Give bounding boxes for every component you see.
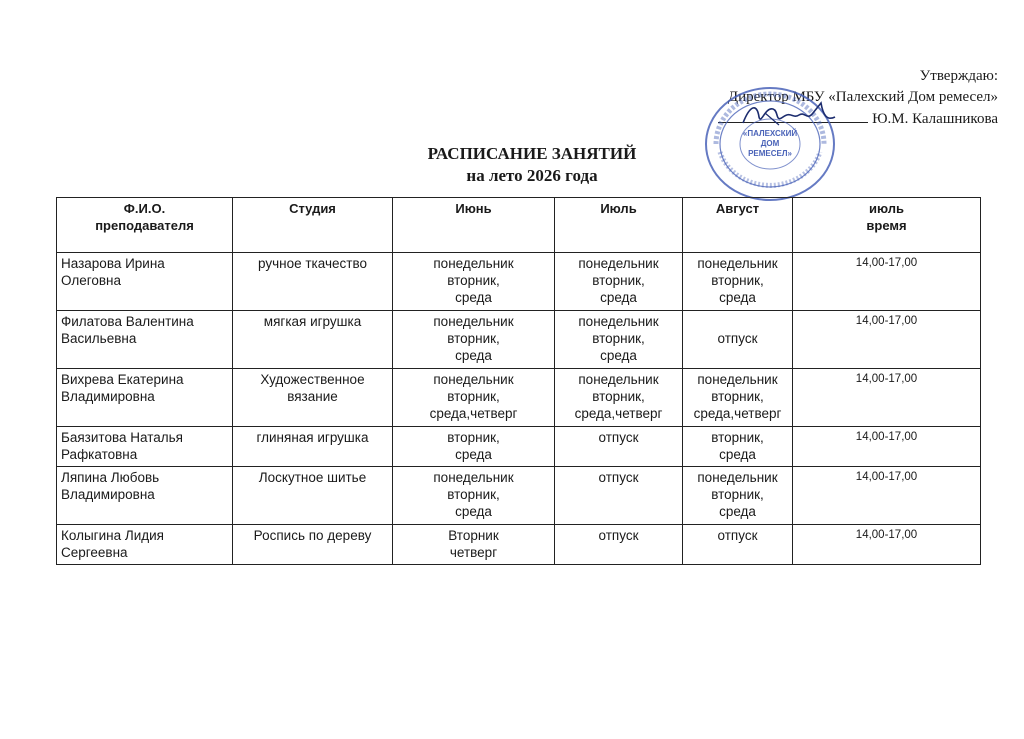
cell-june: понедельник вторник, среда — [393, 467, 555, 525]
cell-time: 14,00-17,00 — [793, 253, 981, 311]
header-studio: Студия — [233, 198, 393, 253]
svg-text:ДОМ: ДОМ — [760, 139, 780, 148]
approval-position: Директор МБУ «Палехский Дом ремесел» — [727, 89, 998, 105]
cell-studio: ручное ткачество — [233, 253, 393, 311]
cell-studio: Роспись по дереву — [233, 525, 393, 565]
cell-july: отпуск — [555, 467, 683, 525]
cell-teacher: Назарова Ирина Олеговна — [57, 253, 233, 311]
cell-studio: мягкая игрушка — [233, 311, 393, 369]
cell-teacher: Баязитова Наталья Рафкатовна — [57, 427, 233, 467]
cell-july: понедельник вторник, среда — [555, 253, 683, 311]
cell-june: понедельник вторник, среда — [393, 311, 555, 369]
schedule-table — [56, 197, 981, 565]
document-title — [0, 143, 1024, 187]
approval-signatory: Ю.М. Калашникова — [872, 111, 998, 127]
signature-scribble — [735, 95, 845, 135]
cell-july: отпуск — [555, 525, 683, 565]
svg-text:РЕМЕСЕЛ»: РЕМЕСЕЛ» — [748, 149, 792, 158]
header-july: Июль — [555, 198, 683, 253]
approval-heading: Утверждаю: — [919, 68, 998, 84]
header-june: Июнь — [393, 198, 555, 253]
table-header-row — [57, 198, 981, 253]
cell-time: 14,00-17,00 — [793, 369, 981, 427]
cell-july: отпуск — [555, 427, 683, 467]
table-row — [57, 253, 981, 311]
title-main: РАСПИСАНИЕ ЗАНЯТИЙ — [427, 144, 637, 163]
cell-time: 14,00-17,00 — [793, 525, 981, 565]
table-row — [57, 311, 981, 369]
cell-august: вторник, среда — [683, 427, 793, 467]
cell-august: понедельник вторник, среда — [683, 253, 793, 311]
cell-teacher: Вихрева Екатерина Владимировна — [57, 369, 233, 427]
cell-time: 14,00-17,00 — [793, 467, 981, 525]
cell-studio: Художественное вязание — [233, 369, 393, 427]
table-row — [57, 427, 981, 467]
cell-time: 14,00-17,00 — [793, 311, 981, 369]
cell-studio: Лоскутное шитье — [233, 467, 393, 525]
header-august: Август — [683, 198, 793, 253]
header-time: июль время — [793, 198, 981, 253]
cell-time: 14,00-17,00 — [793, 427, 981, 467]
cell-july: понедельник вторник, среда — [555, 311, 683, 369]
cell-studio: глиняная игрушка — [233, 427, 393, 467]
header-teacher: Ф.И.О. преподавателя — [57, 198, 233, 253]
cell-july: понедельник вторник, среда,четверг — [555, 369, 683, 427]
cell-august: отпуск — [683, 525, 793, 565]
cell-teacher: Колыгина Лидия Сергеевна — [57, 525, 233, 565]
cell-june: Вторник четверг — [393, 525, 555, 565]
cell-august: отпуск — [683, 311, 793, 369]
table-row — [57, 369, 981, 427]
cell-teacher: Филатова Валентина Васильевна — [57, 311, 233, 369]
cell-june: понедельник вторник, среда — [393, 253, 555, 311]
cell-august: понедельник вторник, среда — [683, 467, 793, 525]
table-row — [57, 525, 981, 565]
svg-text:«ПАЛЕХСКИЙ: «ПАЛЕХСКИЙ — [742, 129, 798, 138]
table-row — [57, 467, 981, 525]
cell-june: понедельник вторник, среда,четверг — [393, 369, 555, 427]
cell-june: вторник, среда — [393, 427, 555, 467]
cell-august: понедельник вторник, среда,четверг — [683, 369, 793, 427]
title-sub: на лето 2026 года — [466, 166, 598, 185]
cell-teacher: Ляпина Любовь Владимировна — [57, 467, 233, 525]
